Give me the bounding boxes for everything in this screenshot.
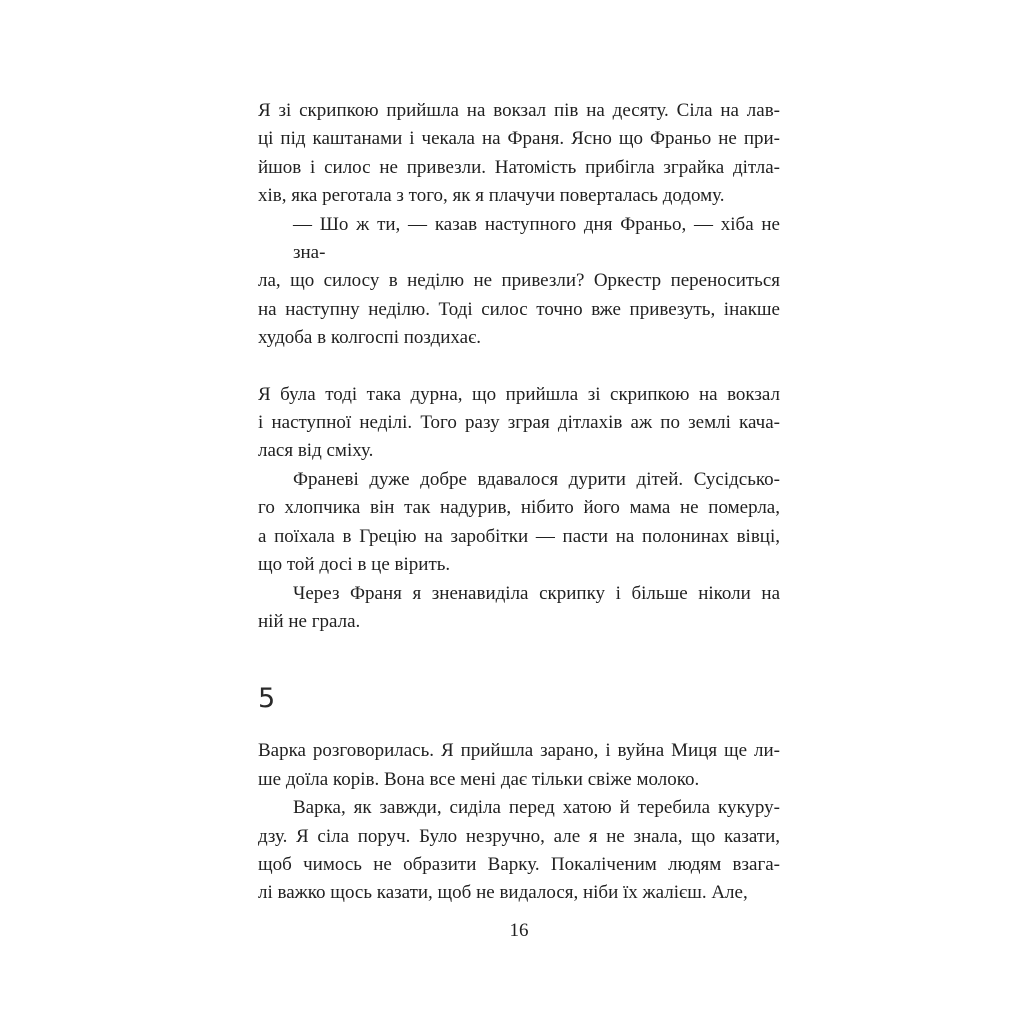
text-line: лася від сміху. bbox=[258, 440, 374, 462]
text-line: го хлопчика він так надурив, нібито його мама не померла, bbox=[258, 497, 780, 519]
paragraph bbox=[258, 737, 780, 794]
text-line: щоб чимось не образити Варку. Покаліченим людям взага- bbox=[258, 853, 780, 875]
text-line: ла, що силосу в неділю не привезли? Оркестр переноситься bbox=[258, 270, 780, 292]
page-number: 16 bbox=[509, 920, 529, 941]
text-line: Варка, як завжди, сиділа перед хатою й теребила кукуру- bbox=[293, 797, 780, 819]
text-line: лі важко щось казати, щоб не видалося, ніби їх жалієш. Але, bbox=[258, 882, 748, 904]
text-column bbox=[258, 97, 780, 908]
text-line: Я була тоді така дурна, що прийшла зі скрипкою на вокзал bbox=[258, 383, 780, 405]
paragraph bbox=[258, 211, 780, 353]
paragraph bbox=[258, 580, 780, 637]
text-line: хів, яка реготала з того, як я плачучи поверталась додому. bbox=[258, 185, 725, 207]
text-line: ній не грала. bbox=[258, 610, 361, 632]
paragraph bbox=[258, 97, 780, 211]
text-line: ці під каштанами і чекала на Франя. Ясно що Франьо не при- bbox=[258, 128, 780, 150]
paragraph bbox=[258, 466, 780, 580]
text-line: Франеві дуже добре вдавалося дурити дітей. Сусідсько- bbox=[293, 468, 780, 490]
paragraph bbox=[258, 794, 780, 908]
paragraph-gap bbox=[258, 353, 780, 381]
text-line: — Шо ж ти, — казав наступного дня Франьо, — хіба не зна- bbox=[293, 213, 780, 264]
text-line: худоба в колгоспі поздихає. bbox=[258, 327, 481, 349]
section-heading: 5 bbox=[258, 683, 276, 715]
text-line: і наступної неділі. Того разу зграя дітлахів аж по землі кача- bbox=[258, 412, 780, 434]
text-line: дзу. Я сіла поруч. Було незручно, але я не знала, що казати, bbox=[258, 825, 780, 847]
text-line: Через Франя я зненавиділа скрипку і більше ніколи на bbox=[293, 582, 780, 604]
text-line: ше доїла корів. Вона все мені дає тільки свіже молоко. bbox=[258, 768, 700, 790]
text-line: а поїхала в Грецію на заробітки — пасти на полонинах вівці, bbox=[258, 525, 780, 547]
text-line: Варка розговорилась. Я прийшла зарано, і вуйна Миця ще ли- bbox=[258, 740, 780, 762]
text-line: йшов і силос не привезли. Натомість прибігла зграйка дітла- bbox=[258, 156, 780, 178]
text-line: на наступну неділю. Тоді силос точно вже привезуть, інакше bbox=[258, 298, 780, 320]
paragraph bbox=[258, 381, 780, 466]
text-line: що той досі в це вірить. bbox=[258, 554, 451, 576]
text-line: Я зі скрипкою прийшла на вокзал пів на десяту. Сіла на лав- bbox=[258, 100, 780, 121]
